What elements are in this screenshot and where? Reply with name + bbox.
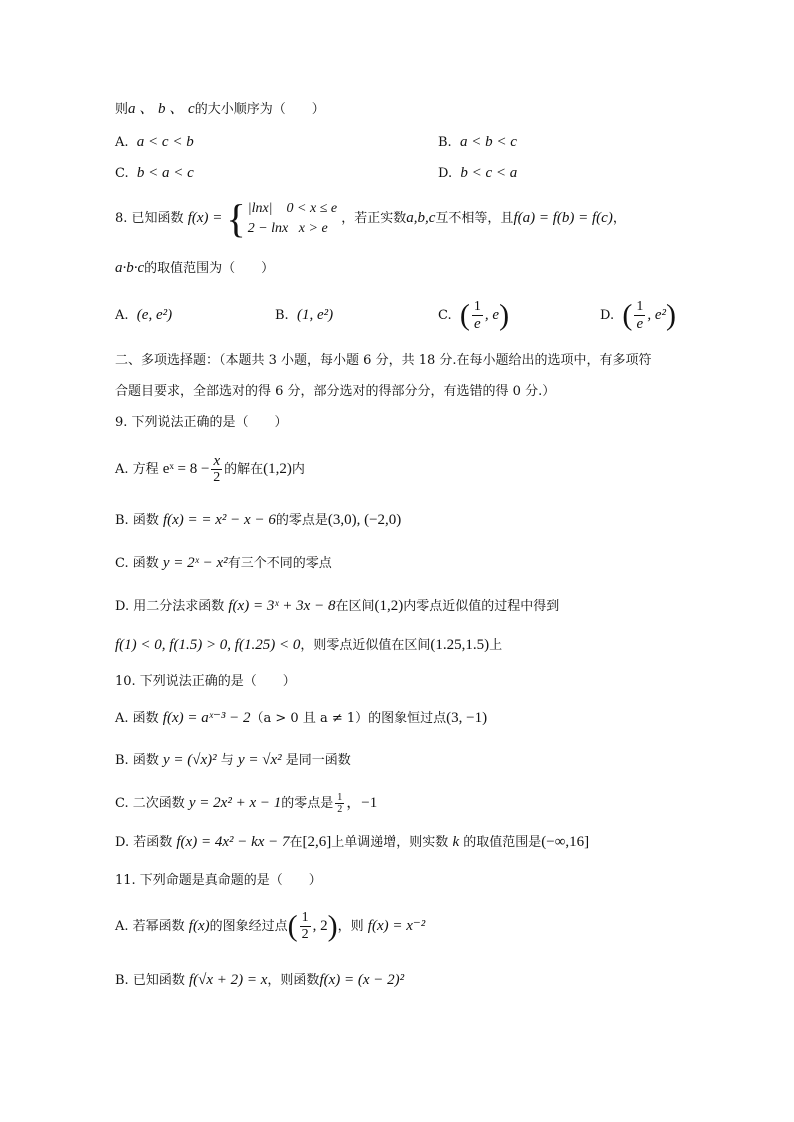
q9-b-pre: B. 函数 — [115, 513, 159, 528]
q8-text-mid2: 互不相等，且 — [435, 211, 514, 226]
q7-option-c-label: C. — [115, 166, 129, 181]
q8-option-c-frac: $\frac{1}{e}$ — [473, 299, 481, 332]
q10-c-end: ，−1 — [346, 795, 378, 811]
q9-d-mid: 在区间 — [335, 599, 375, 614]
q10-a-pre: A. 函数 — [115, 711, 159, 726]
q8-option-d: D. ( $\frac{1}{e}$ , e²) — [600, 298, 677, 332]
q10-b-mid: 与 — [220, 753, 234, 768]
q11-a-mid2: ，则 — [337, 919, 364, 934]
q10-d-mid: 在 — [289, 835, 303, 850]
q11-option-b — [115, 970, 404, 991]
q9-d2-interval: (1.25,1.5) — [430, 637, 490, 653]
q10-d-var: k — [452, 834, 460, 850]
q10-b-expr1: y = (√x)² — [162, 752, 217, 768]
q10-d-mid3: 的取值范围是 — [463, 835, 542, 850]
q10-d-interval: [2,6] — [302, 834, 332, 850]
q9-option-c — [115, 553, 332, 574]
q9-option-d — [115, 596, 559, 617]
q9-d-pre: D. 用二分法求函数 — [115, 599, 225, 614]
q9-d-expr: f(x) = 3ˣ + 3x − 8 — [228, 598, 336, 614]
q9-a-post: 的解在 — [224, 462, 264, 477]
q10-b-expr2: y = √x² — [237, 752, 282, 768]
q11-b-expr: f(√x + 2) = x — [188, 972, 268, 988]
q7-option-a — [115, 132, 194, 153]
q11-a-point-rest: , 2 — [312, 918, 328, 934]
q8-case2-expr: 2 − lnx — [247, 220, 289, 236]
q11-option-a: A. 若幂函数 f(x)的图象经过点( $\frac{1}{2}$ , 2)，则 f(x) = x⁻² — [115, 909, 426, 943]
q9-d2-end: 上 — [489, 638, 503, 653]
q10-option-a — [115, 708, 487, 729]
q8-stem — [115, 196, 626, 241]
q8-line2 — [115, 258, 274, 279]
q7-option-c — [115, 163, 194, 184]
q9-option-b — [115, 510, 401, 531]
q11-b-mid: ，则函数 — [267, 973, 320, 988]
q7-option-b-expr: a < b < c — [459, 134, 517, 150]
q11-a-pre: A. 若幂函数 — [115, 919, 185, 934]
q10-option-b — [115, 750, 351, 771]
q9-d2-expr: f(1) < 0, f(1.5) > 0, f(1.25) < 0 — [115, 637, 301, 653]
q8-text-mid: ，若正实数 — [341, 211, 407, 226]
q8-option-a-expr: (e, e²) — [136, 307, 173, 323]
q7-option-d — [438, 163, 517, 184]
q10-option-c — [115, 790, 377, 817]
q10-stem: 10. 下列说法正确的是（ ） — [115, 674, 296, 689]
q8-piecewise: { |lnx| 0 < x ≤ e 2 − lnx x > e — [226, 195, 338, 241]
q9-b-mid: 的零点是 — [275, 513, 328, 528]
q10-d-range: (−∞,16] — [541, 834, 590, 850]
q7-option-d-label: D. — [438, 166, 453, 181]
q8-option-a-label: A. — [115, 308, 129, 323]
q9-c-post: 有三个不同的零点 — [227, 556, 332, 571]
q8-case1-cond: 0 < x ≤ e — [286, 200, 338, 216]
section2-line1: 二、多项选择题：（本题共 3 小题，每小题 6 分，共 18 分.在每小题给出的选项中，有多项符 — [115, 353, 652, 368]
q9-a-pre: A. 方程 — [115, 462, 159, 477]
q10-c-mid: 的零点是 — [281, 796, 334, 811]
q8-fx: f(x) = — [187, 210, 223, 226]
q9-option-d-line2 — [115, 635, 502, 656]
q8-case1-expr: |lnx| — [247, 200, 273, 216]
q8-number: 8. 已知函数 — [115, 211, 184, 226]
q10-d-pre: D. 若函数 — [115, 835, 173, 850]
q8-line2-text: 的取值范围为（ ） — [144, 261, 275, 276]
q7-option-c-expr: b < a < c — [136, 165, 194, 181]
q7-option-a-expr: a < c < b — [136, 134, 194, 150]
q10-b-post: 是同一函数 — [285, 753, 351, 768]
q9-a-frac: $\frac{x}{2}$ — [213, 453, 221, 485]
q8-equation: f(a) = f(b) = f(c) — [513, 210, 613, 226]
q11-a-result: f(x) = x⁻² — [367, 918, 426, 934]
q7-option-b — [438, 132, 517, 153]
q8-option-b — [275, 300, 333, 331]
q10-d-expr: f(x) = 4x² − kx − 7 — [176, 834, 290, 850]
q10-a-post: 的图象恒过点 — [368, 711, 447, 726]
q7-option-a-label: A. — [115, 135, 129, 150]
q8-option-c: C. ( $\frac{1}{e}$ , e) — [438, 298, 510, 332]
q10-c-pre: C. 二次函数 — [115, 796, 185, 811]
q10-c-frac: $\frac{1}{2}$ — [337, 792, 343, 815]
q8-option-c-rest: , e — [484, 307, 500, 323]
q8-option-d-label: D. — [600, 308, 615, 323]
q9-d2-mid: ，则零点近似值在区间 — [300, 638, 431, 653]
q10-option-d — [115, 832, 589, 853]
q7-stem-post: 的大小顺序为（ ） — [194, 102, 325, 117]
q9-d-post: 内零点近似值的过程中得到 — [403, 599, 560, 614]
q11-a-fx: f(x) — [188, 918, 210, 934]
q7-option-b-label: B. — [438, 135, 452, 150]
q7-option-d-expr: b < c < a — [460, 165, 518, 181]
q10-a-cond: （a > 0 且 a ≠ 1） — [250, 711, 369, 726]
q9-option-a — [115, 452, 305, 487]
q8-option-b-expr: (1, e²) — [296, 307, 334, 323]
q9-stem: 9. 下列说法正确的是（ ） — [115, 415, 288, 430]
q11-b-result: f(x) = (x − 2)² — [319, 972, 405, 988]
q7-stem — [115, 99, 325, 120]
section2-line2: 合题目要求，全部选对的得 6 分，部分选对的得部分分，有选错的得 0 分.） — [115, 384, 556, 399]
q9-c-expr: y = 2ˣ − x² — [162, 555, 228, 571]
q10-a-point: (3, −1) — [446, 710, 488, 726]
q11-a-mid: 的图象经过点 — [209, 919, 288, 934]
q11-stem: 11. 下列命题是真命题的是（ ） — [115, 873, 322, 888]
q8-vars: a,b,c — [406, 210, 436, 226]
q9-a-end: 内 — [291, 462, 305, 477]
q8-option-d-frac: $\frac{1}{e}$ — [636, 299, 644, 332]
q11-b-pre: B. 已知函数 — [115, 973, 185, 988]
q8-case2-cond: x > e — [298, 220, 328, 236]
q8-option-a — [115, 300, 172, 331]
q10-d-mid2: 上单调递增，则实数 — [331, 835, 449, 850]
q9-b-points: (3,0), (−2,0) — [327, 512, 402, 528]
q11-a-frac: $\frac{1}{2}$ — [301, 910, 309, 942]
q9-a-expr: eˣ = 8 − — [162, 461, 210, 477]
q10-c-expr: y = 2x² + x − 1 — [188, 795, 282, 811]
q7-stem-vars: a 、 b 、 c — [128, 101, 195, 117]
q9-c-pre: C. 函数 — [115, 556, 159, 571]
q9-b-expr: f(x) = = x² − x − 6 — [162, 512, 276, 528]
q8-option-b-label: B. — [275, 308, 289, 323]
q9-a-interval: (1,2) — [263, 461, 292, 477]
q7-stem-pre: 则 — [115, 102, 129, 117]
q8-tail: ， — [612, 211, 626, 226]
q8-line2-expr: a·b·c — [115, 260, 145, 276]
q10-a-expr: f(x) = aˣ⁻³ − 2 — [162, 710, 251, 726]
q8-option-d-rest: , e² — [647, 307, 667, 323]
q8-option-c-label: C. — [438, 308, 452, 323]
q10-b-pre: B. 函数 — [115, 753, 159, 768]
q9-d-interval: (1,2) — [374, 598, 404, 614]
